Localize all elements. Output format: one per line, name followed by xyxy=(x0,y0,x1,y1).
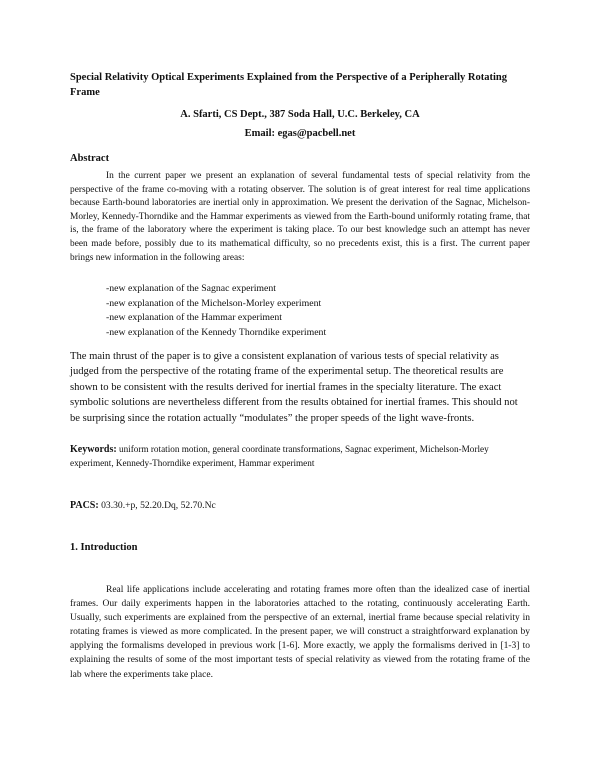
keywords xyxy=(70,443,530,470)
section-heading-introduction: 1. Introduction xyxy=(70,542,138,553)
keywords-label: Keywords: xyxy=(70,444,117,455)
introduction-paragraph: Real life applications include accelerating and rotating frames more often than the idealized case of inertial frames. Our daily experiments happen in the laboratories attached to the rotating, continuously accelerating Earth. Usually, such experiments are explained from the perspective of an external, inertial frame because special relativity in rotating frames is viewed as more complicated. In the present paper, we will construct a straightforward explanation by applying the formalisms developed in previous work [1-6]. More exactly, we apply the formalisms derived in [1-3] to explaining the results of some of the most important tests of special relativity as viewed from the rotating frame of the lab where the experiments take place. xyxy=(70,585,530,680)
paper-title: Special Relativity Optical Experiments Explained from the Perspective of a Peripherally Rotating Frame xyxy=(70,72,507,98)
list-item: -new explanation of the Kennedy Thorndike experiment xyxy=(106,326,327,338)
abstract-heading: Abstract xyxy=(70,153,110,164)
pacs xyxy=(70,499,530,513)
keywords-text: uniform rotation motion, general coordinate transformations, Sagnac experiment, Michelson-Morley experiment, Kennedy-Thorndike experiment, Hammar experiment xyxy=(70,444,489,468)
new-items-list xyxy=(106,282,526,340)
list-item: -new explanation of the Hammar experiment xyxy=(106,312,283,323)
list-item: -new explanation of the Michelson-Morley experiment xyxy=(106,297,322,309)
pacs-label: PACS: xyxy=(70,500,99,511)
abstract-paragraph: In the current paper we present an explanation of several fundamental tests of special relativity from the perspective of the frame co-moving with a rotating observer. The solution is of great interest for real time applications because Earth-bound laboratories are inertial only in approximation. We present the derivation of the Sagnac, Michelson-Morley, Kennedy-Thorndike and the Hammar experiments as viewed from the Earth-bound uniformly rotating frame, that is, the frame of the laboratory where the experiment is taking place. To our best knowledge such an attempt has never been made before, possibly due to its mathematical difficulty, so no precedents exist, this is a first. The current paper brings new information in the following areas: xyxy=(70,171,530,263)
main-thrust-paragraph: The main thrust of the paper is to give a consistent explanation of various tests of special relativity as judged from the perspective of the rotating frame of the experimental setup. The theoretical results are shown to be consistent with the results derived for inertial frames in the specialty literature. The exact symbolic solutions are nevertheless different from the results obtained for inertial frames. This should not be surprising since the rotation actually “modulates” the proper speeds of the light wave-fronts. xyxy=(70,351,518,424)
pacs-text: 03.30.+p, 52.20.Dq, 52.70.Nc xyxy=(98,500,216,511)
email-line: Email: egas@pacbell.net xyxy=(244,128,356,139)
author-line: A. Sfarti, CS Dept., 387 Soda Hall, U.C. Berkeley, CA xyxy=(180,109,420,120)
list-item: -new explanation of the Sagnac experiment xyxy=(106,283,277,294)
